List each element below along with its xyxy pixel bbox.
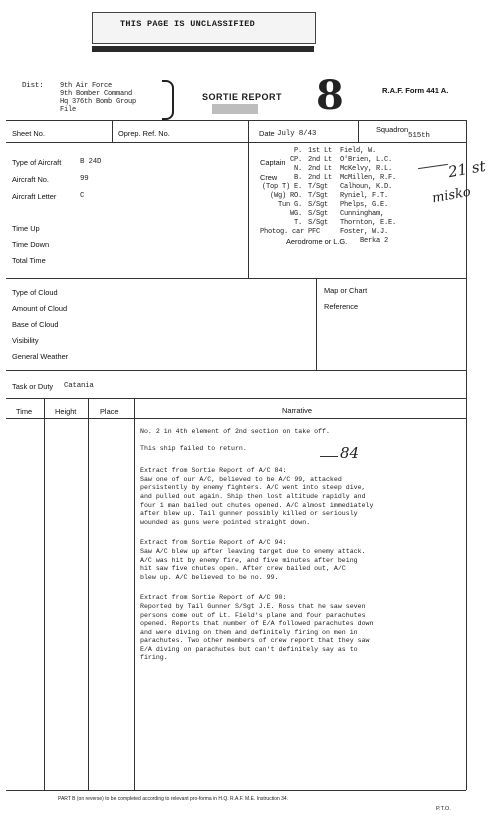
stamp-text: THIS PAGE IS UNCLASSIFIED — [120, 19, 256, 29]
general-weather-label: General Weather — [12, 352, 69, 361]
aircraft-no-label: Aircraft No. — [12, 175, 49, 184]
oprep-label: Oprep. Ref. No. — [118, 129, 170, 138]
narrative-body — [140, 428, 440, 671]
crew-name: O'Brien, L.C. — [340, 156, 393, 164]
cloud-type-label: Type of Cloud — [12, 288, 58, 297]
crew-rank: T/Sgt — [308, 192, 329, 200]
aerodrome-value: Berka 2 — [360, 237, 389, 245]
date-label: Date — [259, 129, 275, 138]
crew-pos: WG. — [289, 210, 302, 218]
col-header-time: Time — [16, 407, 33, 416]
time-up-label: Time Up — [12, 224, 40, 233]
crew-pos: B. — [293, 174, 302, 182]
crew-rank: T/Sgt — [308, 183, 329, 191]
time-down-label: Time Down — [12, 240, 50, 249]
crew-name: Cunningham, — [340, 210, 385, 218]
aircraft-letter-label: Aircraft Letter — [12, 192, 57, 201]
col-div-place — [134, 398, 135, 790]
frame-mid — [248, 120, 249, 278]
aircraft-type-value: B 24D — [80, 158, 102, 166]
crew-name: Calhoun, K.D. — [340, 183, 393, 191]
table-rule-top — [6, 398, 466, 399]
crew-name: McKelvy, R.L. — [340, 165, 393, 173]
squadron-value: 515th — [408, 132, 430, 140]
table-header-rule — [6, 418, 466, 419]
crew-name: Field, W. — [340, 147, 377, 155]
crew-rank: 2nd Lt — [308, 165, 333, 173]
total-time-label: Total Time — [12, 256, 46, 265]
col-header-height: Height — [55, 407, 77, 416]
frame-right — [466, 120, 467, 790]
squadron-label: Squadron — [376, 125, 409, 134]
map-chart-label: Map or Chart — [324, 286, 368, 295]
photog-name: Foster, W.J. — [340, 228, 389, 236]
crew-pos: Tun G. — [277, 201, 302, 209]
narrative-para-2: This ship failed to return. — [140, 444, 247, 452]
stamp-bar — [92, 46, 314, 52]
weather-div — [316, 278, 317, 370]
crew-rank: S/Sgt — [308, 219, 329, 227]
frame-top — [6, 120, 466, 121]
dist-line-2: 9th Bomber Command — [60, 90, 133, 98]
crew-name: Ryniel, F.T. — [340, 192, 389, 200]
crew-pos: CP. — [289, 156, 302, 164]
handwritten-number: 8 — [316, 72, 344, 119]
report-title: SORTIE REPORT — [202, 92, 283, 102]
crew-name: McMillen, R.F. — [340, 174, 397, 182]
dist-line-4: File — [60, 106, 77, 114]
annotation-dash — [320, 456, 338, 457]
frame-bottom — [6, 790, 466, 791]
crew-pos: N. — [293, 165, 302, 173]
footer-note: PART B (on reverse) to be completed according to relevant pro-forma in H.Q. R.A.F. M.E. Instruction 34. — [58, 796, 289, 802]
sheet-no-label: Sheet No. — [12, 129, 45, 138]
photog-label: Photog. car PFC — [260, 228, 321, 236]
margin-note-line-2: misko — [430, 184, 472, 207]
narrative-para-5: Extract from Sortie Report of A/C 90: Reported by Tail Gunner S/Sgt J.E. Ross that he saw seven persons come out of Lt. Field's plane and four parachutes opened. Reports that number of E/A followed parachutes down and were diving on them and definitely firing on men in parachutes. Two other members of crew report that they saw E/A diving on parachutes but can't definitely say as to firing. — [140, 594, 374, 662]
cloud-base-label: Base of Cloud — [12, 320, 59, 329]
meta-div-1 — [112, 120, 113, 142]
margin-note-line-1: 21 st — [446, 156, 487, 182]
crew-label: Crew — [260, 173, 278, 182]
crew-rank: S/Sgt — [308, 210, 329, 218]
dist-line-3: Hq 376th Bomb Group — [60, 98, 137, 106]
col-header-place: Place — [100, 407, 119, 416]
crew-name: Thornton, E.E. — [340, 219, 397, 227]
form-label: R.A.F. Form 441 A. — [382, 86, 449, 95]
cloud-amount-label: Amount of Cloud — [12, 304, 68, 313]
crew-rank: 2nd Lt — [308, 156, 333, 164]
handwritten-annotation: 84 — [340, 444, 360, 462]
narrative-para-4: Extract from Sortie Report of A/C 94: Saw A/C blew up after leaving target due to enemy attack. A/C was hit by enemy fire, and five minutes after being hit saw five chutes open. After crew bailed out, A/C blew up. A/C believed to be no. 99. — [140, 539, 366, 581]
task-value: Catania — [64, 382, 94, 390]
dist-label: Dist: — [22, 82, 44, 90]
title-secret-overstamp — [212, 104, 258, 114]
meta-div-2 — [358, 120, 359, 142]
crew-pos: P. — [293, 147, 302, 155]
col-header-narrative: Narrative — [282, 406, 312, 415]
dist-line-1: 9th Air Force — [60, 82, 113, 90]
aircraft-no-value: 99 — [80, 175, 89, 183]
bracket-mark — [162, 80, 174, 120]
task-rule-top — [6, 370, 466, 371]
crew-rank: 2nd Lt — [308, 174, 333, 182]
narrative-para-3: Extract from Sortie Report of A/C 84: Saw one of our A/C, believed to be A/C 99, attacked persistently by enemy fighters. A/C went into steep dive, and pulled out again. Ship then lost altitude rapidly and four 1 man bailed out chutes opened. A/C almost immediately after blew up. Tail gunner possibly killed or seriously wounded as guns were pointed straight down. — [140, 467, 374, 526]
crew-rank: 1st Lt — [308, 147, 333, 155]
visibility-label: Visibility — [12, 336, 39, 345]
aerodrome-label: Aerodrome or L.G. — [286, 237, 348, 246]
aircraft-type-label: Type of Aircraft — [12, 158, 62, 167]
col-div-time — [44, 398, 45, 790]
crew-pos: (Top T) E. — [261, 183, 302, 191]
weather-rule-top — [6, 278, 466, 279]
crew-rank: S/Sgt — [308, 201, 329, 209]
date-value: July 8/43 — [277, 130, 317, 138]
margin-note-stroke — [418, 164, 448, 169]
crew-pos: T. — [293, 219, 302, 227]
pto-label: P.T.O. — [436, 806, 451, 812]
narrative-para-1: No. 2 in 4th element of 2nd section on take off. — [140, 428, 330, 435]
reference-label: Reference — [324, 302, 359, 311]
captain-label: Captain — [260, 158, 286, 167]
crew-name: Phelps, G.E. — [340, 201, 389, 209]
task-label: Task or Duty — [12, 382, 54, 391]
crew-pos: (Wg) RO. — [269, 192, 302, 200]
col-div-height — [88, 398, 89, 790]
meta-rule — [6, 142, 466, 143]
aircraft-letter-value: C — [80, 192, 85, 200]
